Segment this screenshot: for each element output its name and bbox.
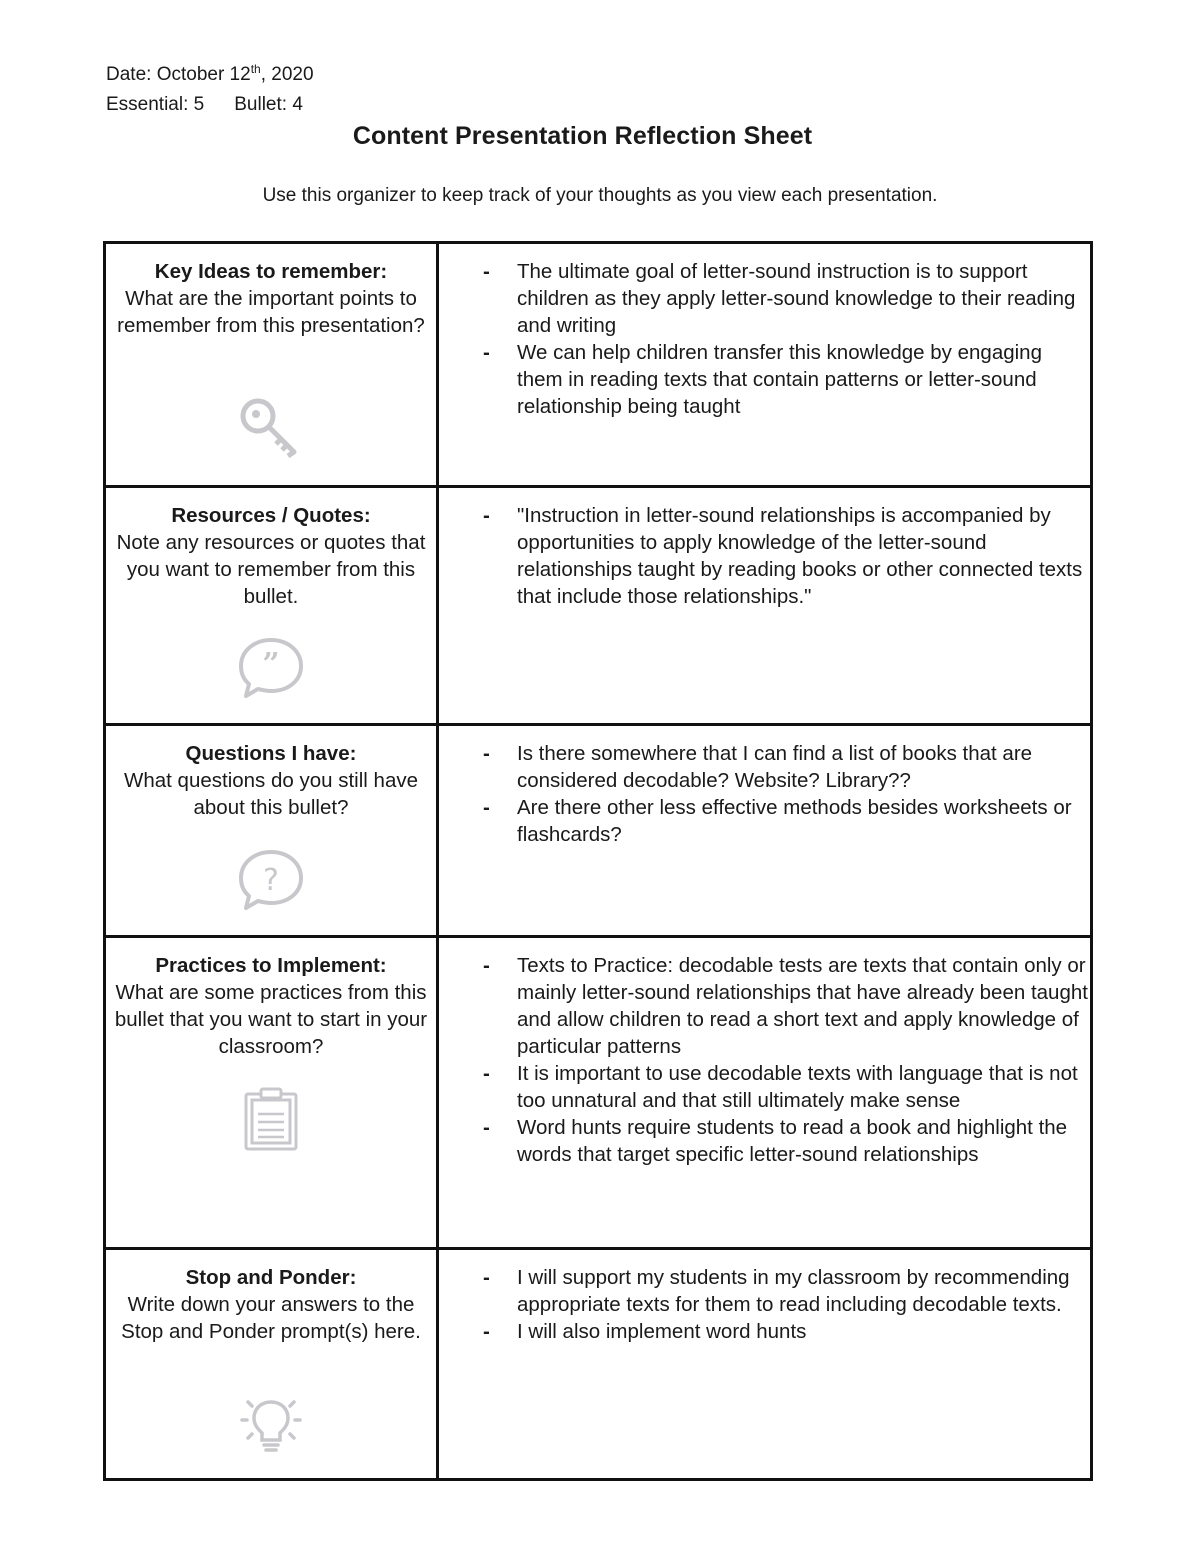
list-item	[461, 1318, 1090, 1345]
prompt-heading: Questions I have:	[185, 742, 357, 765]
prompt-cell	[105, 937, 438, 1249]
prompt-cell	[105, 487, 438, 725]
prompt-heading: Resources / Quotes:	[171, 504, 371, 527]
bullet-dash: -	[483, 742, 490, 765]
note-text: We can help children transfer this knowledge by engaging them in reading texts that contain patterns or letter-sound relationship being taught	[517, 341, 1042, 418]
bullet-dash: -	[483, 1320, 490, 1343]
list-item	[461, 1264, 1090, 1318]
prompt-text: Note any resources or quotes that you want to remember from this bullet.	[116, 531, 426, 608]
bullet-dash: -	[483, 1116, 490, 1139]
notes-cell	[438, 1249, 1092, 1480]
notes-cell	[438, 487, 1092, 725]
bullet-dash: -	[483, 1062, 490, 1085]
notes-list	[461, 740, 1090, 848]
date-prefix: Date: October 12	[106, 64, 251, 85]
svg-text:?: ?	[263, 863, 279, 898]
page-subtitle: Use this organizer to keep track of your thoughts as you view each presentation.	[262, 185, 938, 206]
bullet-dash: -	[483, 341, 490, 364]
notes-cell	[438, 937, 1092, 1249]
list-item	[461, 1060, 1090, 1114]
prompt-heading: Stop and Ponder:	[185, 1266, 357, 1289]
page-title: Content Presentation Reflection Sheet	[352, 122, 813, 150]
quote-bubble-icon	[236, 636, 306, 700]
list-item	[461, 740, 1090, 794]
prompt-cell	[105, 725, 438, 937]
note-text: Are there other less effective methods besides worksheets or flashcards?	[517, 796, 1072, 846]
list-item	[461, 952, 1090, 1060]
question-bubble-icon	[236, 848, 306, 912]
bullet-dash: -	[483, 796, 490, 819]
table-row	[105, 487, 1092, 725]
date-suffix: , 2020	[260, 64, 314, 85]
notes-list	[461, 502, 1090, 610]
note-text: The ultimate goal of letter-sound instruction is to support children as they apply letter-sound knowledge to their reading and writing	[517, 260, 1076, 337]
list-item	[461, 794, 1090, 848]
prompt-heading: Key Ideas to remember:	[154, 260, 388, 283]
notes-cell	[438, 725, 1092, 937]
note-text: Is there somewhere that I can find a list of books that are considered decodable? Website? Library??	[517, 742, 1033, 792]
essential-bullet-line	[106, 94, 303, 116]
list-item	[461, 502, 1090, 610]
prompt-text: What questions do you still have about this bullet?	[124, 769, 418, 819]
note-text: Word hunts require students to read a book and highlight the words that target specific letter-sound relationships	[517, 1116, 1068, 1166]
bullet-label: Bullet: 4	[234, 94, 303, 115]
list-item	[461, 258, 1090, 339]
list-item	[461, 1114, 1090, 1168]
note-text: I will also implement word hunts	[517, 1320, 807, 1343]
prompt-text: What are some practices from this bullet that you want to start in your classroom?	[114, 981, 428, 1058]
notes-list	[461, 258, 1090, 420]
bullet-dash: -	[483, 954, 490, 977]
svg-text:”: ”	[262, 647, 280, 682]
table-row	[105, 243, 1092, 487]
table-row	[105, 937, 1092, 1249]
prompt-text: Write down your answers to the Stop and Ponder prompt(s) here.	[121, 1293, 421, 1343]
essential-label: Essential: 5	[106, 94, 205, 115]
table-row	[105, 1249, 1092, 1480]
list-item	[461, 339, 1090, 420]
note-text: I will support my students in my classroom by recommending appropriate texts for them to read including decodable texts.	[517, 1266, 1070, 1316]
date-superscript: th	[250, 62, 261, 76]
reflection-table	[103, 241, 1093, 1481]
notes-list	[461, 1264, 1090, 1345]
table-row	[105, 725, 1092, 937]
prompt-cell	[105, 243, 438, 487]
lightbulb-icon	[238, 1394, 304, 1454]
bullet-dash: -	[483, 260, 490, 283]
bullet-dash: -	[483, 1266, 490, 1289]
prompt-heading: Practices to Implement:	[155, 954, 387, 977]
notes-cell	[438, 243, 1092, 487]
notes-list	[461, 952, 1090, 1168]
key-icon	[236, 394, 306, 460]
clipboard-icon	[241, 1086, 301, 1152]
note-text: "Instruction in letter-sound relationships is accompanied by opportunities to apply knowledge of the letter-sound relationships taught by reading books or other connected texts that include those relationships."	[517, 504, 1083, 608]
prompt-text: What are the important points to remember from this presentation?	[117, 287, 425, 337]
note-text: It is important to use decodable texts with language that is not too unnatural and that still ultimately make sense	[517, 1062, 1078, 1112]
note-text: Texts to Practice: decodable tests are texts that contain only or mainly letter-sound relationships that have already been taught and allow children to read a short text and apply knowledge of particular patterns	[517, 954, 1088, 1058]
bullet-dash: -	[483, 504, 490, 527]
prompt-cell	[105, 1249, 438, 1480]
date-line	[106, 64, 314, 86]
